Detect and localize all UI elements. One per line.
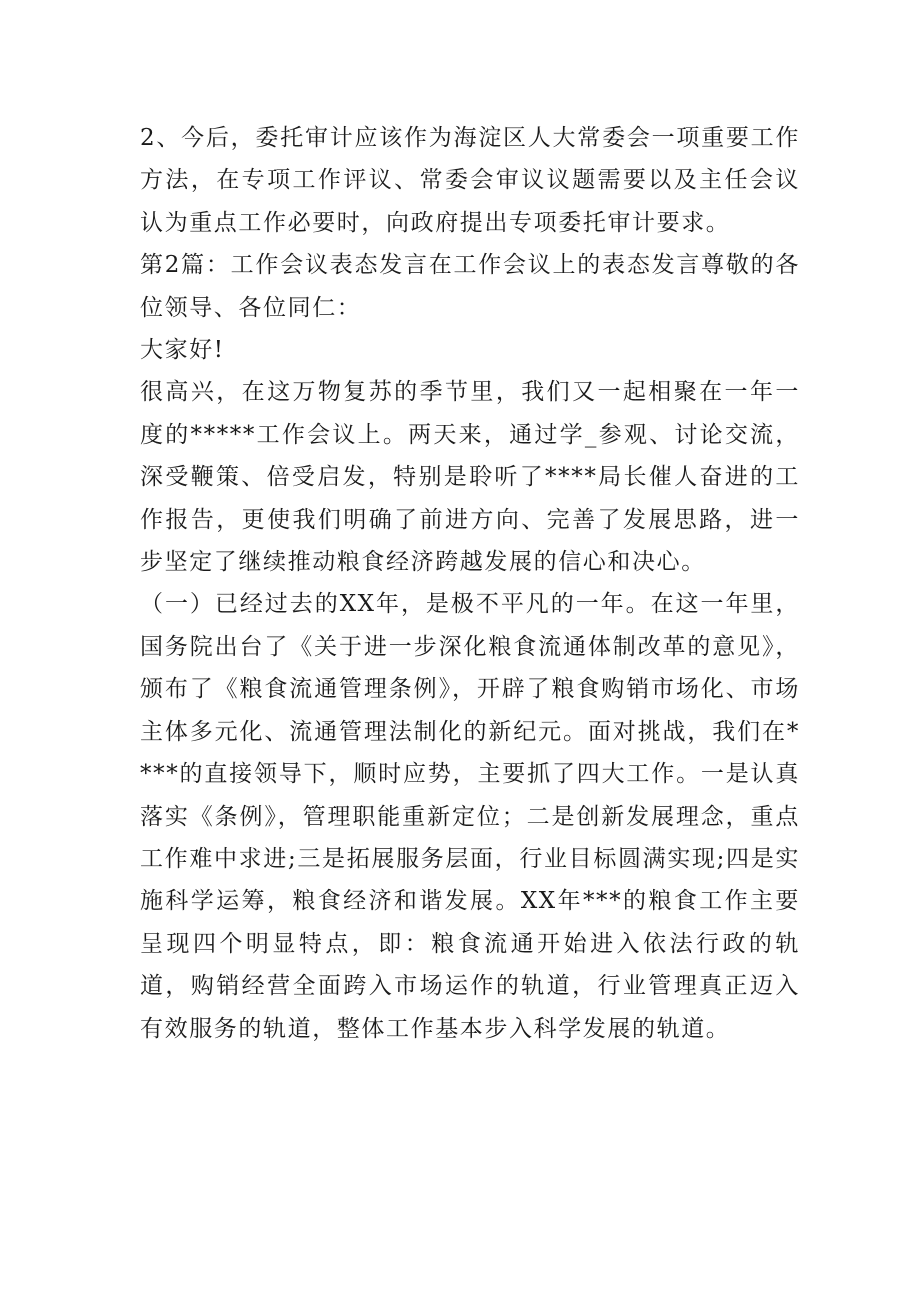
paragraph-introduction: 很高兴，在这万物复苏的季节里，我们又一起相聚在一年一度的*****工作会议上。两天来，通过学_参观、讨论交流，深受鞭策、倍受启发，特别是聆听了****局长催人奋进的工作报告，更使我们明确了前进方向、完善了发展思路，进一步坚定了继续推动粮食经济跨越发展的信心和决心。	[140, 379, 800, 576]
document-body	[140, 117, 800, 1050]
paragraph-article-heading: 第2篇：工作会议表态发言在工作会议上的表态发言尊敬的各位领导、各位同仁：	[140, 252, 800, 321]
paragraph-review-section-one: （一）已经过去的XX年，是极不平凡的一年。在这一年里，国务院出台了《关于进一步深化粮食流通体制改革的意见》，颁布了《粮食流通管理条例》，开辟了粮食购销市场化、市场主体多元化、流通管理法制化的新纪元。面对挑战，我们在****的直接领导下，顺时应势，主要抓了四大工作。一是认真落实《条例》，管理职能重新定位；二是创新发展理念，重点工作难中求进;三是拓展服务层面，行业目标圆满实现;四是实施科学运筹，粮食经济和谐发展。XX年***的粮食工作主要呈现四个明显特点，即：粮食流通开始进入依法行政的轨道，购销经营全面跨入市场运作的轨道，行业管理真正迈入有效服务的轨道，整体工作基本步入科学发展的轨道。	[140, 591, 800, 1042]
paragraph-greeting: 大家好!	[140, 337, 225, 364]
paragraph-audit-proposal: 2、今后，委托审计应该作为海淀区人大常委会一项重要工作方法，在专项工作评议、常委会审议议题需要以及主任会议认为重点工作必要时，向政府提出专项委托审计要求。	[140, 125, 800, 236]
